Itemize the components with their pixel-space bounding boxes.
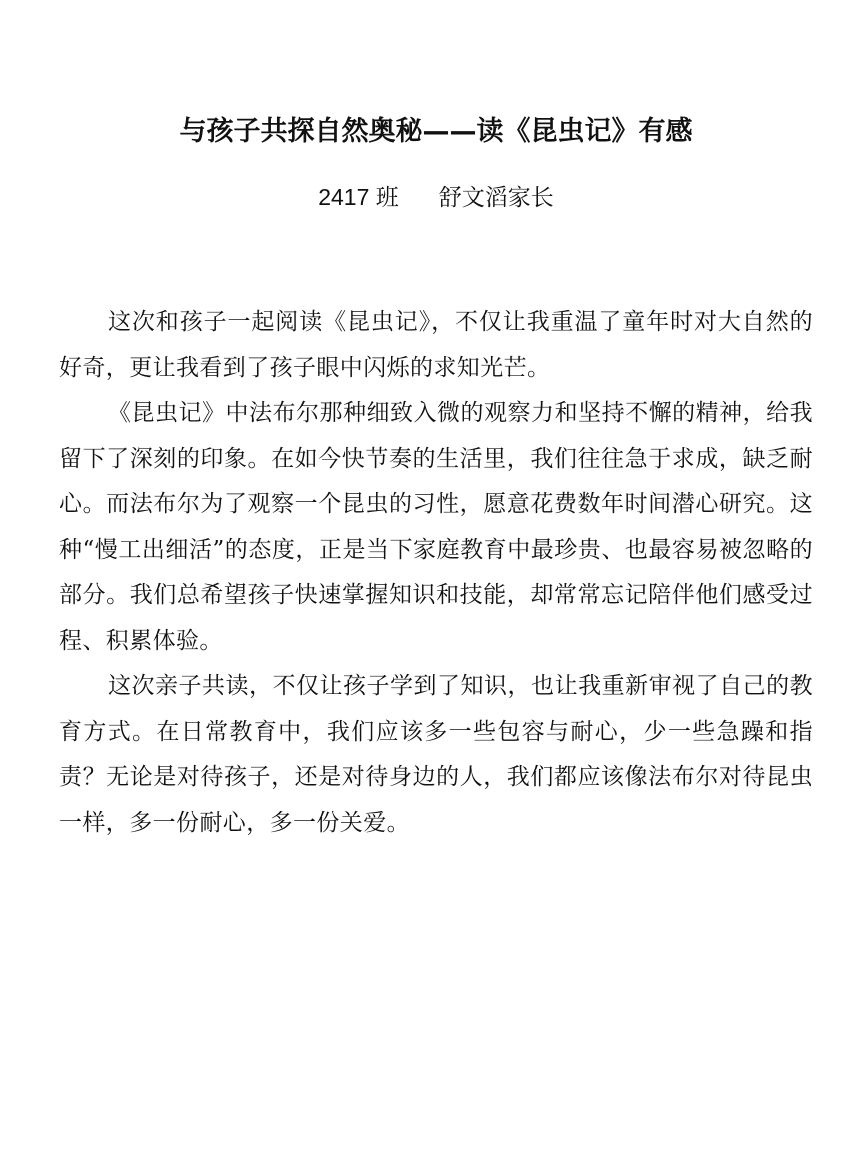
document-title: 与孩子共探自然奥秘——读《昆虫记》有感 <box>179 116 693 147</box>
document-body <box>59 300 813 846</box>
author-name: 舒文滔家长 <box>438 185 554 211</box>
class-name: 2417 班 <box>318 184 399 210</box>
paragraph-1: 这次和孩子一起阅读《昆虫记》，不仅让我重温了童年时对大自然的好奇，更让我看到了孩子眼中闪烁的求知光芒。 <box>59 309 813 381</box>
paragraph-3: 这次亲子共读，不仅让孩子学到了知识，也让我重新审视了自己的教育方式。在日常教育中，我们应该多一些包容与耐心，少一些急躁和指责？无论是对待孩子，还是对待身边的人，我们都应该像法布尔对待昆虫一样，多一份耐心，多一份关爱。 <box>59 673 813 836</box>
byline <box>59 181 813 214</box>
paragraph-2: 《昆虫记》中法布尔那种细致入微的观察力和坚持不懈的精神，给我留下了深刻的印象。在如今快节奏的生活里，我们往往急于求成，缺乏耐心。而法布尔为了观察一个昆虫的习性，愿意花费数年时间潜心研究。这种“慢工出细活”的态度，正是当下家庭教育中最珍贵、也最容易被忽略的部分。我们总希望孩子快速掌握知识和技能，却常常忘记陪伴他们感受过程、积累体验。 <box>59 400 813 654</box>
